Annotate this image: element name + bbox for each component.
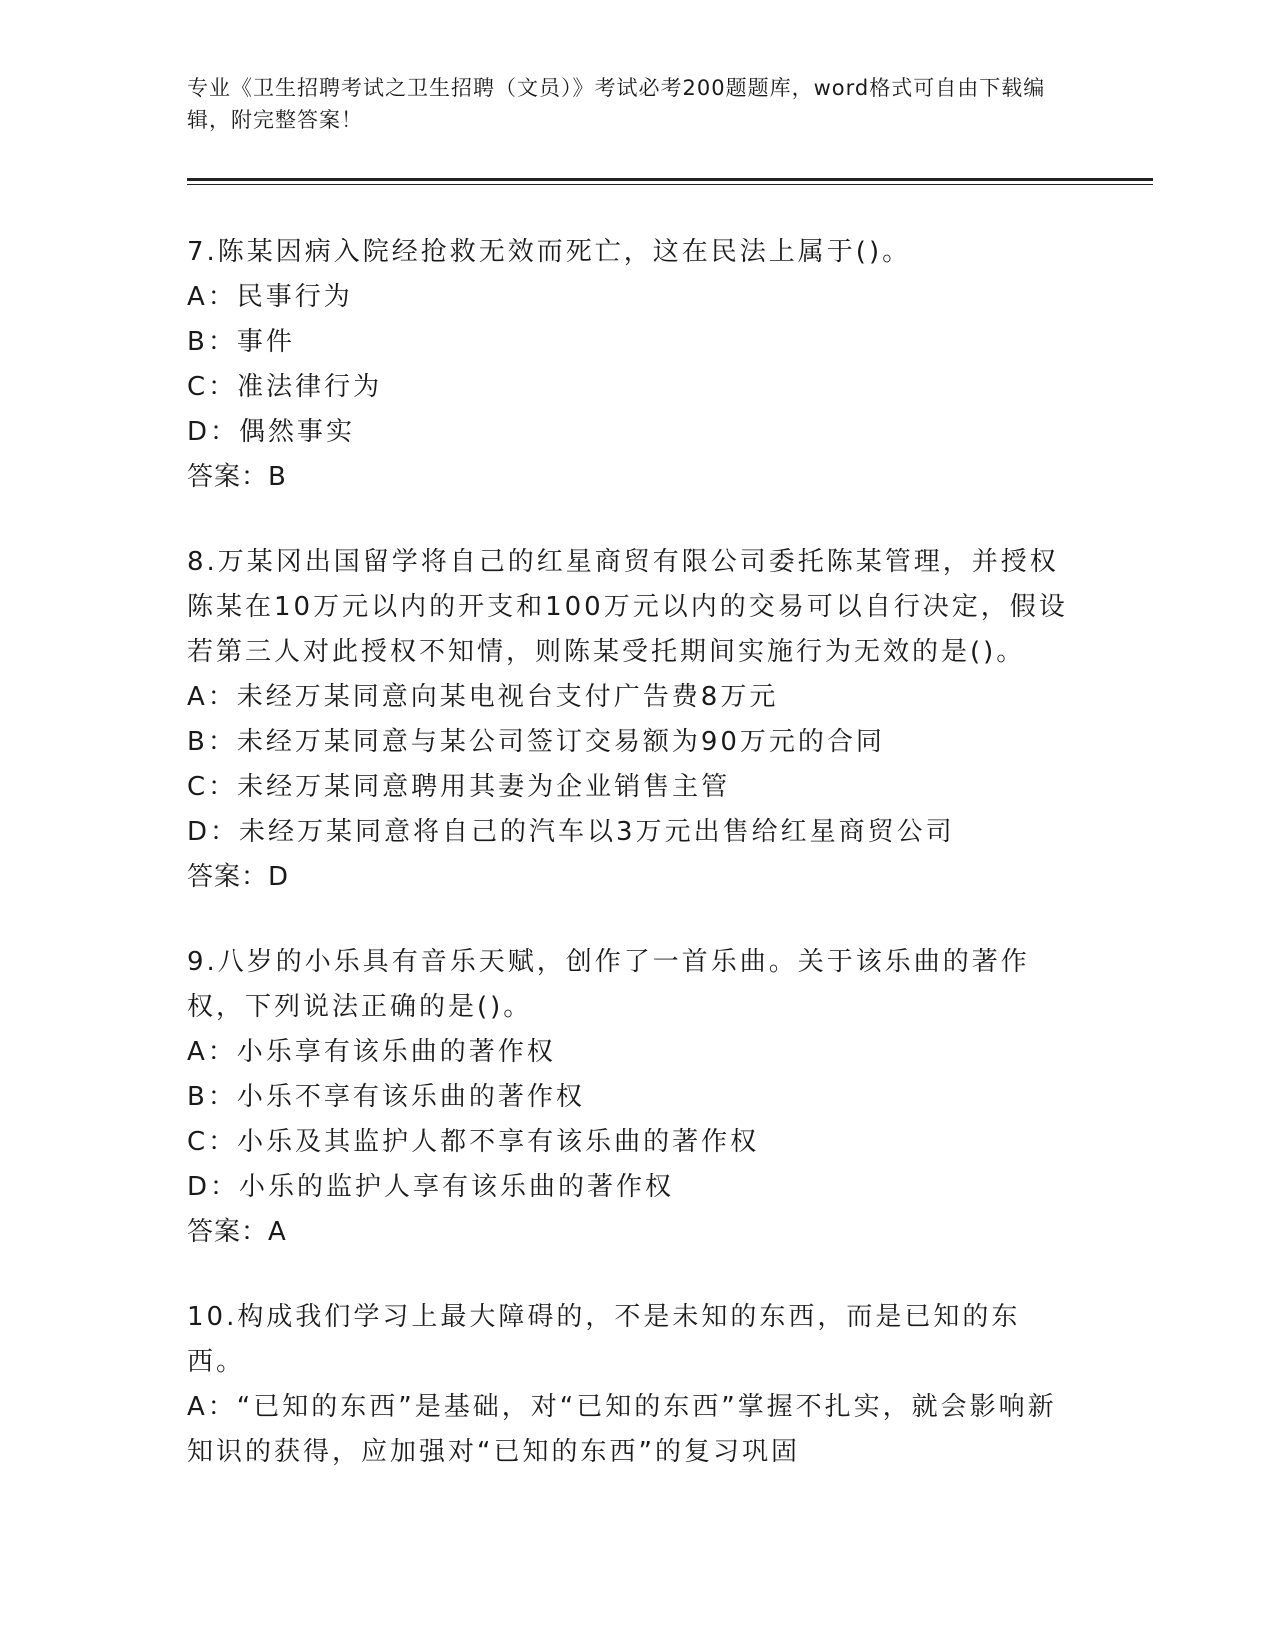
- header-divider-thin: [187, 184, 1153, 185]
- question-stem: 8.万某冈出国留学将自己的红星商贸有限公司委托陈某管理，并授权陈某在10万元以内的开支和100万元以内的交易可以自行决定，假设若第三人对此授权不知情，则陈某受托期间实施行为无效的是()。: [187, 547, 1068, 667]
- question-list: [187, 230, 1077, 1515]
- question-stem: 10.构成我们学习上最大障碍的，不是未知的东西，而是已知的东西。: [187, 1302, 1021, 1377]
- question-9: [187, 940, 1077, 1255]
- question-10: [187, 1295, 1077, 1475]
- option-b: B：未经万某同意与某公司签订交易额为90万元的合同: [187, 727, 885, 757]
- option-b: B：事件: [187, 327, 295, 357]
- answer: 答案：D: [187, 862, 290, 892]
- question-7: [187, 230, 1077, 500]
- option-a: A：“已知的东西”是基础，对“已知的东西”掌握不扎实，就会影响新知识的获得，应加强对“已知的东西”的复习巩固: [187, 1392, 1057, 1467]
- document-header: 专业《卫生招聘考试之卫生招聘（文员）》考试必考200题题库，word格式可自由下载编辑，附完整答案！: [187, 76, 1046, 132]
- option-d: D：偶然事实: [187, 417, 356, 447]
- question-stem: 9.八岁的小乐具有音乐天赋，创作了一首乐曲。关于该乐曲的著作权，下列说法正确的是()。: [187, 947, 1030, 1022]
- option-a: A：小乐享有该乐曲的著作权: [187, 1037, 556, 1067]
- header-divider-thick: [187, 178, 1153, 181]
- option-b: B：小乐不享有该乐曲的著作权: [187, 1082, 585, 1112]
- option-d: D：小乐的监护人享有该乐曲的著作权: [187, 1172, 675, 1202]
- answer: 答案：B: [187, 462, 287, 492]
- question-8: [187, 540, 1077, 900]
- option-a: A：民事行为: [187, 282, 353, 312]
- option-c: C：小乐及其监护人都不享有该乐曲的著作权: [187, 1127, 760, 1157]
- answer: 答案：A: [187, 1217, 287, 1247]
- option-d: D：未经万某同意将自己的汽车以3万元出售给红星商贸公司: [187, 817, 955, 847]
- option-c: C：准法律行为: [187, 372, 383, 402]
- question-stem: 7.陈某因病入院经抢救无效而死亡，这在民法上属于()。: [187, 237, 912, 267]
- option-a: A：未经万某同意向某电视台支付广告费8万元: [187, 682, 779, 712]
- option-c: C：未经万某同意聘用其妻为企业销售主管: [187, 772, 731, 802]
